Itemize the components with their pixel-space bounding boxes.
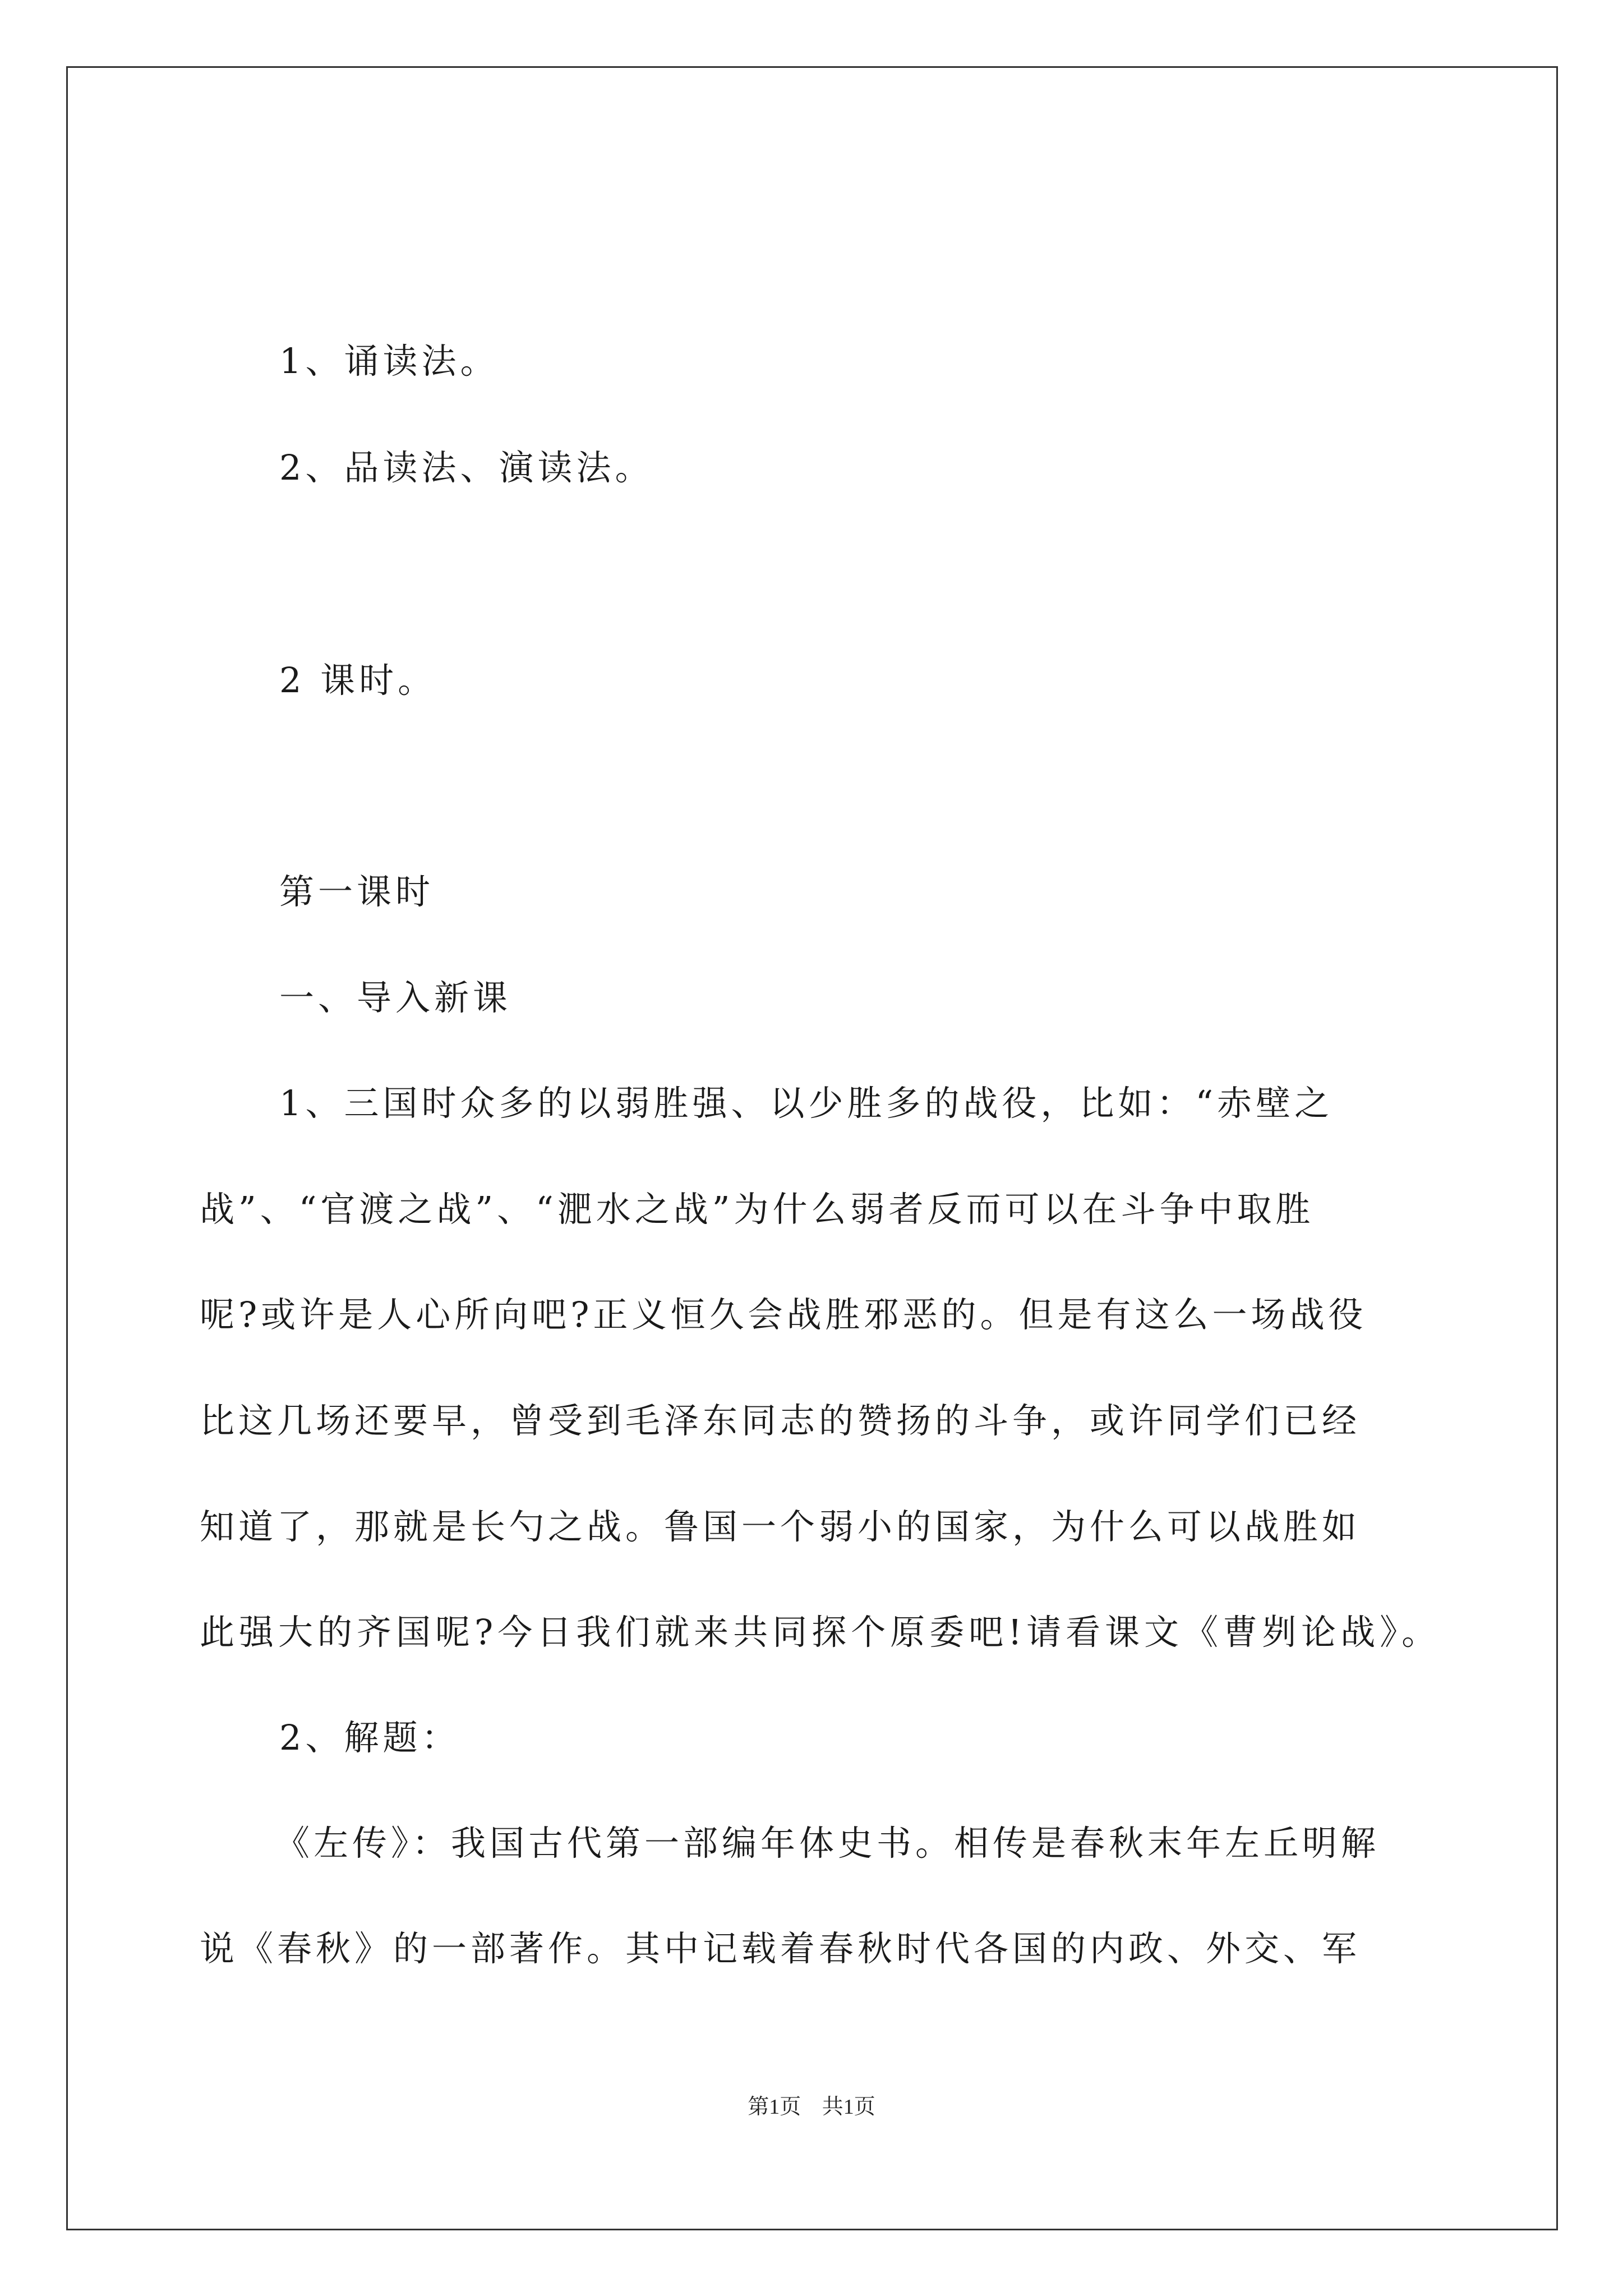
topic-paragraph-line: 《左传》：我国古代第一部编年体史书。相传是春秋末年左丘明解: [275, 1823, 1380, 1864]
intro-paragraph-line: 战”、“官渡之战”、“淝水之战”为什么弱者反而可以在斗争中取胜: [200, 1189, 1315, 1230]
method-item-2: 2、品读法、演读法。: [279, 447, 654, 488]
lesson-schedule: 2 课时。: [279, 660, 437, 701]
page-footer: [0, 2093, 1623, 2121]
section-title: 一、导入新课: [279, 977, 512, 1018]
page-number: 第1页: [748, 2095, 801, 2119]
intro-paragraph-line: 1、三国时众多的以弱胜强、以少胜多的战役，比如：“赤壁之: [279, 1083, 1334, 1124]
lesson-heading: 第一课时: [279, 871, 435, 912]
intro-paragraph-line: 此强大的齐国呢?今日我们就来共同探个原委吧!请看课文《曹刿论战》。: [200, 1612, 1441, 1653]
topic-paragraph-line: 说《春秋》的一部著作。其中记载着春秋时代各国的内政、外交、军: [200, 1928, 1361, 1969]
intro-paragraph-line: 呢?或许是人心所向吧?正义恒久会战胜邪恶的。但是有这么一场战役: [200, 1294, 1367, 1335]
intro-paragraph-line: 知道了，那就是长勺之战。鲁国一个弱小的国家，为什么可以战胜如: [200, 1506, 1361, 1547]
page-border: [66, 66, 1558, 2230]
intro-paragraph-line: 比这几场还要早，曾受到毛泽东同志的赞扬的斗争，或许同学们已经: [200, 1400, 1361, 1441]
page-total: 共1页: [822, 2095, 875, 2119]
method-item-1: 1、诵读法。: [279, 341, 499, 381]
topic-label: 2、解题：: [279, 1717, 460, 1758]
